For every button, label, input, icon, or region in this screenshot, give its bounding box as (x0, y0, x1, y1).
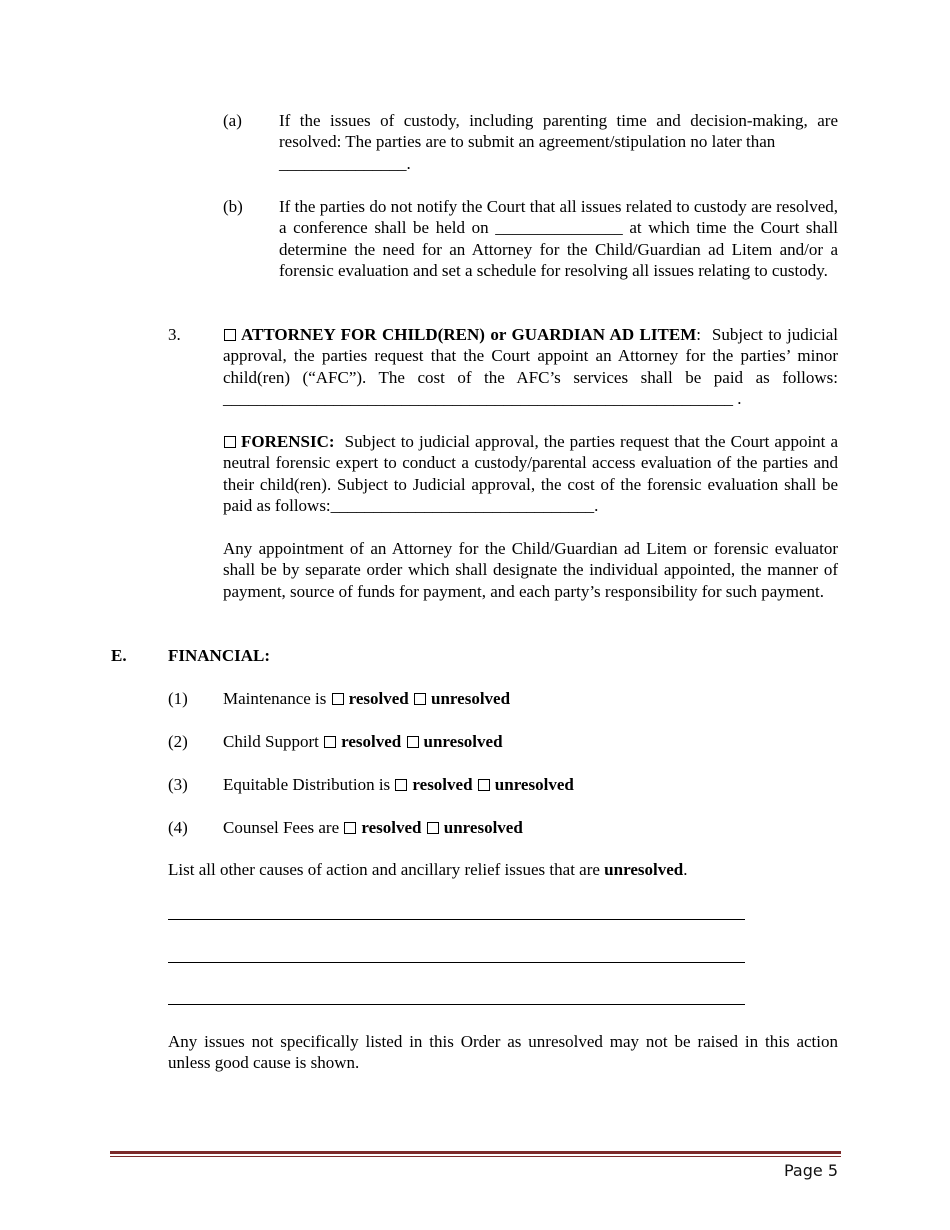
counsel-fees-resolved-checkbox[interactable] (344, 822, 356, 834)
financial-item-label: Equitable Distribution is (223, 775, 391, 794)
equitable-distribution-unresolved-checkbox[interactable] (478, 779, 490, 791)
unresolved-issue-line-3[interactable] (168, 1004, 745, 1005)
closing-paragraph: Any issues not specifically listed in this Order as unresolved may not be raised in this action unless good cause is shown. (168, 1032, 838, 1073)
maintenance-resolved-checkbox[interactable] (332, 693, 344, 705)
forensic-text: Subject to judicial approval, the parties request that the Court appoint a neutral forensic expert to conduct a custody/parental access evaluation of the parties and their child(ren). Subject to Judicial approval, the cost of the forensic evaluation shall be paid as follows: (223, 432, 839, 516)
afc-heading: ATTORNEY FOR CHILD(REN) or GUARDIAN AD LITEM (241, 325, 697, 344)
section-e-letter (111, 645, 127, 666)
resolved-label: resolved (361, 818, 422, 837)
resolved-label: resolved (412, 775, 473, 794)
afc-text: Subject to judicial approval, the parties request that the Court appoint an Attorney for the parties’ minor child(ren) (“AFC”). The cost of the AFC’s services shall be paid as follows: (223, 325, 839, 387)
financial-item-num: (4) (168, 818, 188, 837)
list-prompt-end: . (683, 860, 688, 879)
financial-item-equitable-distribution (223, 774, 574, 795)
unresolved-label: unresolved (431, 689, 511, 708)
financial-item-num: (3) (168, 775, 188, 794)
unresolved-issue-line-1[interactable] (168, 919, 745, 920)
resolved-label: resolved (348, 689, 409, 708)
financial-item-num: (1) (168, 689, 188, 708)
child-support-unresolved-checkbox[interactable] (407, 736, 419, 748)
financial-item-label: Child Support (223, 732, 319, 751)
afc-paragraph (223, 324, 838, 410)
item-b-blank: _______________ (495, 218, 623, 238)
afc-end: . (737, 389, 742, 409)
unresolved-label: unresolved (443, 818, 523, 837)
footer-rule (110, 1151, 841, 1154)
afc-blank: ____________________________________________________________ (223, 389, 733, 409)
forensic-end: . (594, 496, 599, 516)
unresolved-label: unresolved (494, 775, 574, 794)
list-prompt-text: List all other causes of action and ancillary relief issues that are (168, 860, 600, 879)
item-a-label: (a) (223, 111, 242, 130)
item-b-part2: at which time the Court shall determine the need for an Attorney for the Child/Guardian ad Litem and/or a forensic evaluation and set a schedule for resolving all issues relating to custody. (279, 218, 839, 281)
item-b-part1: If the parties do not notify the Court that all issues related to custody are resolved, a conference shall be held on (279, 197, 838, 238)
resolved-label: resolved (341, 732, 402, 751)
item-a-body: If the issues of custody, including parenting time and decision-making, are resolved: The parties are to submit an agreement/stipulation no later than (279, 111, 838, 152)
unresolved-issue-line-2[interactable] (168, 962, 745, 963)
financial-item-child-support (223, 731, 503, 752)
item-a-blank: _______________. (279, 153, 411, 173)
counsel-fees-unresolved-checkbox[interactable] (427, 822, 439, 834)
unresolved-list-prompt (168, 859, 687, 880)
appointment-paragraph: Any appointment of an Attorney for the Child/Guardian ad Litem or forensic evaluator shall be by separate order which shall designate the individual appointed, the manner of payment, source of funds for payment, and each party’s responsibility for such payment. (223, 539, 838, 601)
list-prompt-bold: unresolved (604, 860, 684, 879)
forensic-checkbox[interactable] (224, 436, 236, 448)
forensic-heading: FORENSIC: (241, 432, 335, 451)
afc-checkbox[interactable] (224, 329, 236, 341)
forensic-paragraph (223, 431, 838, 517)
financial-item-label: Counsel Fees are (223, 818, 340, 837)
financial-item-maintenance (223, 688, 510, 709)
item-b-text (279, 196, 838, 282)
section-e-heading-text: FINANCIAL: (168, 646, 270, 665)
unresolved-label: unresolved (423, 732, 503, 751)
maintenance-unresolved-checkbox[interactable] (414, 693, 426, 705)
financial-item-num: (2) (168, 732, 188, 751)
section-e-letter-text: E. (111, 646, 127, 665)
forensic-blank: _______________________________ (330, 496, 595, 516)
footer-rule-thin (110, 1156, 841, 1157)
item-a-text (279, 110, 838, 174)
equitable-distribution-resolved-checkbox[interactable] (395, 779, 407, 791)
afc-number: 3. (168, 325, 181, 344)
afc-colon: : (696, 325, 701, 344)
financial-item-label: Maintenance is (223, 689, 327, 708)
item-b-label: (b) (223, 197, 243, 216)
page-number: Page 5 (784, 1161, 838, 1180)
child-support-resolved-checkbox[interactable] (324, 736, 336, 748)
section-e-heading (168, 645, 270, 666)
financial-item-counsel-fees (223, 817, 523, 838)
